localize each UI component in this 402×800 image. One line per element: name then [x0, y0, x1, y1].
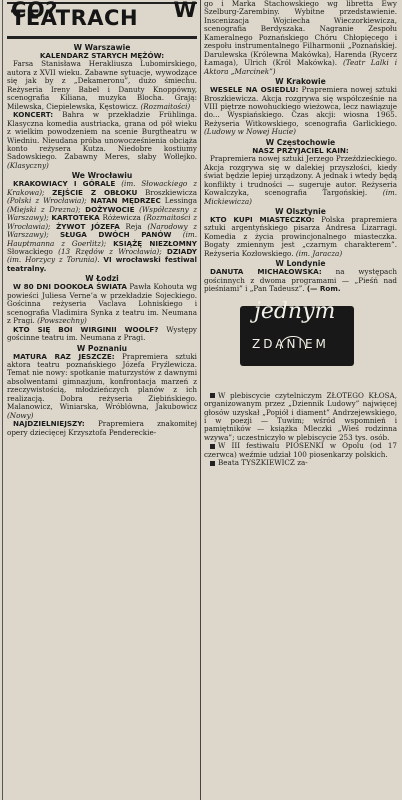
review-body: Występy gościnne teatru im. Neumana z Pragi.	[7, 324, 197, 343]
play-title: NATAN MĘDRZEC	[90, 196, 161, 206]
jednym-zdaniem-box	[204, 296, 397, 388]
left-column	[7, 0, 197, 437]
theatre-source: (Nowy)	[7, 410, 34, 420]
review-text	[7, 353, 197, 421]
news-text: W plebiscycie czytelniczym ZŁOTEGO KŁOSA, organizowanym przez „Dziennik Ludowy” najwięcej głosów uzyskał „Popiół i diament” Andrzejewskiego, i w poezji — Tuwim; wśród wspomnień i pamiętników — książka Mleczki „Wieś rodzinna wzywa”; uczestniczyło w plebiscycie 253 tys. osób.	[204, 390, 397, 442]
logo-caps: ZDANIEM	[252, 336, 329, 351]
theatre-source: (Ludowy w Nowej Hucie)	[204, 127, 296, 137]
theatre-source: (Klasyczny)	[7, 160, 49, 170]
play-title: KALENDARZ STARYCH MĘŻÓW:	[39, 51, 165, 60]
play-title: ZEJŚCIE Z OBŁOKU	[52, 187, 138, 197]
review-body: go i Marka Stachowskiego wg libretta Ewy Szelburg-Zarembiny. Wybitne przedstawienie. Inscenizacja Wojciecha Wieczorkiewicza, scenografia Berdyszaka. Nagranie Zespołu Kameralnego Poznańskiego Chóru Chłopięcego i zespołu instrumentalnego Filharmonii „Poznańskiej. Darulewska (Królewna Makówka), Harenda (Rycerz Łamaga), Ulrich (Król Makówka).	[204, 0, 397, 68]
news-item	[204, 459, 397, 467]
theatre-source: (Teatr Lalki i Aktora „Marcinek”)	[204, 58, 397, 76]
author: Lessinga	[164, 196, 197, 206]
review-text	[7, 420, 197, 437]
theatre-source: (13 Rzędów z Wrocławia);	[58, 246, 162, 256]
left-border-rule	[2, 0, 3, 800]
news-text: W III festiwalu PIOSENKI w Opolu (od 17 czerwca) weźmie udział 100 piosenkarzy polskich.	[204, 441, 397, 459]
theatre-source: (im. Mickiewicza)	[204, 188, 397, 206]
review-body: Prapremiera nowej sztuki Jerzego Przeździeckiego. Akcja rozgrywa się w dalekiej przyszłości, kiedy świat będzie lepiej urządzony. A jednak i wtedy będą konflikty i trudności — sugeruje autor. Reżyseria Kowalczyka, scenografia Targońskiej.	[204, 154, 397, 198]
page-title: CO? W TEATRACH	[11, 0, 197, 31]
play-title: KSIĄŻĘ NIEZŁOMNY	[113, 238, 197, 248]
news-item	[204, 392, 397, 443]
review-body: Prapremiera znakomitej opery dziecięcej Krzysztofa Pendereckie-	[7, 419, 197, 437]
city-heading-czestochowa: W Częstochowie	[265, 137, 336, 147]
author-signature: (— Rom.	[306, 284, 341, 294]
play-title: WESELE NA OSIEDLU:	[210, 85, 299, 95]
review-text	[204, 216, 397, 258]
play-title: DOŻYWOCIE	[85, 204, 135, 214]
theatre-source: (Miejski z Drezna);	[7, 204, 81, 214]
play-title: NAJDZIELNIEJSZY:	[13, 419, 85, 429]
review-body: Farsa Stanisława Herakliusza Lubomirskiego, autora z XVII wieku. Zabawne sytuacje, wywodzące się jak by z „Dekameronu”, dużo śmiechu. Reżyseria Ireny Babel i Danuty Knoppówny, scenografia Kiliana, muzyka Blocha. Grają: Milewska, Ciepielewska, Kęstowicz.	[7, 59, 197, 111]
review-text	[204, 86, 397, 137]
city-heading-london: W Londynie	[275, 259, 326, 269]
author: Reja	[125, 221, 142, 231]
bullet-icon	[210, 461, 215, 466]
city-heading-olsztyn: W Olsztynie	[275, 206, 326, 216]
theatre-source: (Rozmaitości)	[140, 101, 191, 111]
city-heading-warsaw: W Warszawie	[73, 43, 131, 52]
review-text	[7, 326, 197, 343]
review-text	[204, 0, 397, 76]
theatre-source: (im. Słowackiego z Krakowa);	[7, 179, 197, 197]
theatre-source: (im. Horzycy z Torunia).	[7, 255, 100, 265]
play-title: KTO KUPI MIASTECZKO:	[210, 214, 315, 224]
review-text	[7, 111, 197, 170]
right-column	[204, 0, 397, 468]
city-heading-wroclaw: We Wrocławiu	[71, 171, 133, 181]
review-body: Pawła Kohouta wg powieści Juliesa Verne’a w przekładzie Sojeckiego. Gościnna reżyseria Vaclava Lohniskiego i scenografia Vladimira Synka z teatru im. Neumana z Pragi.	[7, 282, 197, 326]
theatre-source: (Narodowy z Warszawy);	[7, 221, 198, 240]
theatre-source: (Współczesny z Warszawy);	[7, 204, 197, 223]
play-title: W 80 DNI DOOKOŁA ŚWIATA	[13, 282, 127, 292]
theatre-source: (im. Hauptmanna z Goerlitz);	[7, 230, 197, 248]
play-title: SŁUGA DWÓCH PANÓW	[60, 230, 172, 240]
play-title: KRAKOWIACY I GÓRALE	[13, 179, 116, 189]
play-title: KARTOTEKA	[51, 213, 100, 223]
play-title: ŻYWOT JÓZEFA	[56, 221, 120, 231]
column-divider	[200, 0, 201, 800]
review-text	[204, 155, 397, 206]
column-logo	[240, 298, 354, 366]
bullet-icon	[210, 444, 215, 449]
festival-note: VI wrocławski festiwal teatralny.	[7, 255, 197, 273]
masthead	[7, 0, 197, 39]
play-title: MATURA RAZ JESZCZE:	[13, 351, 115, 361]
review-body: Prapremiera nowej sztuki Broszkiewicza. Akcja rozgrywa się współcześnie na VIII piętrze nowohuckiego wieżowca, lecz nawiązuje do... Wyspiańskiego. Czas akcji: wiosna 1965. Reżyseria Witkowskiego, scenografia Garlickiego.	[204, 85, 397, 128]
theatre-source: (Rozmaitości z Wrocławia);	[7, 213, 197, 231]
theatre-source: (im. Jaracza)	[295, 248, 343, 258]
play-title: KTO SIĘ BOI WIRGINII WOOLF?	[13, 324, 159, 334]
news-text: Beata TYSZKIEWICZ za-	[218, 458, 308, 468]
theatre-source: (Polski z Wrocławia);	[7, 196, 87, 206]
review-body: Bahra w przekładzie Frühlinga. Klasyczna komedia austriacka, grana od pół wieku z wielkim powodzeniem na scenie Burgtheatru w Wiedniu. Nieudana próba unowocześnienia obciąża konto reżysera Kutza. Niedobre kostiumy Sadowskiego. Zabawny Meres, słaby Wołlejko.	[7, 110, 197, 162]
review-text	[7, 60, 197, 111]
review-body: na występach gościnnych z dwoma programami — „Pieśń nad pieśniami” i „Pan Tadeusz”.	[204, 267, 397, 294]
review-text	[7, 283, 197, 325]
play-title: DZIADY	[166, 246, 197, 256]
city-heading-poznan: W Poznaniu	[76, 343, 128, 353]
news-item	[204, 442, 397, 459]
play-title: KONCERT:	[13, 110, 54, 120]
review-body: Polska prapremiera sztuki argentyńskiego pisarza Andresa Lizarragi. Komedia z życia prowincjonalnego miasteczka. Bogaty zmiennym jest „czarnym charakterem”. Reżyseria Kozłowskiego.	[204, 214, 397, 258]
review-text	[204, 268, 397, 293]
bullet-icon	[210, 393, 215, 398]
author: Słowackiego	[7, 246, 53, 256]
play-title: NASZ PRZYJACIEL KAIN:	[252, 145, 349, 155]
review-text	[7, 180, 197, 273]
author: Różewicza	[102, 213, 141, 223]
city-heading-krakow: W Krakowie	[275, 77, 326, 87]
logo-script: jednym	[254, 298, 336, 324]
city-heading-lodz: W Łodzi	[85, 274, 119, 284]
theatre-source: (Powszechny)	[37, 316, 87, 326]
author: Broszkiewicza	[145, 187, 197, 197]
play-title: DANUTA MICHAŁOWSKA:	[210, 267, 322, 277]
review-body: Prapremiera sztuki aktora teatru poznańskiego Józefa Fryźlewicza. Temat nie nowy: spotkanie maturzystów z dawnymi absolwentami gimnazjum, konfrontacja marzeń z rzeczywistością, młodzieńczych planów z ich realizacją. Dobra reżyseria Ziębińskiego. Malanowicz, Winiarska, Wróblówna, Jakubowicz	[7, 351, 197, 412]
